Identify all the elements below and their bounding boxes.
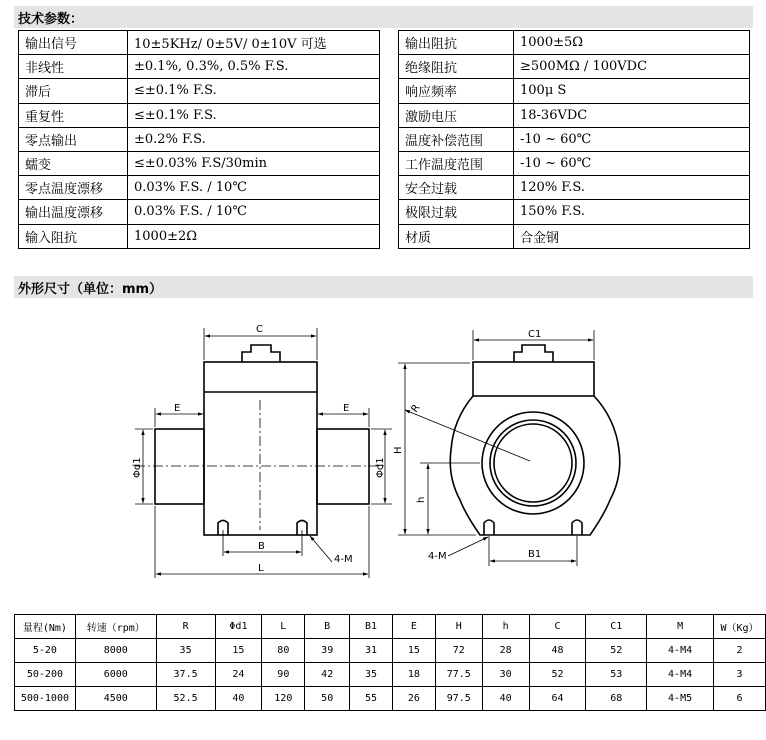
spec-name: 工作温度范围 [399,151,514,175]
spec-name: 滞后 [19,79,128,103]
dimension-cell: 500-1000 [15,687,76,711]
dimension-cell: 4-M4 [647,663,714,687]
spec-value: -10 ~ 60℃ [514,127,750,151]
spec-name: 极限过载 [399,200,514,224]
dimension-cell: 97.5 [435,687,482,711]
dimension-cell: 40 [215,687,262,711]
spec-name: 响应频率 [399,79,514,103]
spec-name: 零点温度漂移 [19,176,128,200]
spec-name: 非线性 [19,55,128,79]
dimension-cell: 55 [350,687,393,711]
spec-name: 输出信号 [19,31,128,55]
dimension-header-cell: C [529,615,586,639]
label-r: R [409,402,423,415]
dimension-cell: 6 [713,687,765,711]
dimension-cell: 35 [156,639,215,663]
spec-value: 18-36VDC [514,103,750,127]
dimension-cell: 6000 [75,663,156,687]
spec-value: 1000±2Ω [128,224,380,248]
dimension-table-header [15,615,766,639]
spec-value: -10 ~ 60℃ [514,151,750,175]
spec-name: 温度补偿范围 [399,127,514,151]
dimension-cell: 28 [482,639,529,663]
spec-name: 零点输出 [19,127,128,151]
dimension-cell: 37.5 [156,663,215,687]
dimension-header-cell: H [435,615,482,639]
dimension-cell: 50-200 [15,663,76,687]
dimension-cell: 53 [586,663,647,687]
spec-name: 安全过载 [399,176,514,200]
side-view [450,345,619,535]
spec-value: ±0.1%, 0.3%, 0.5% F.S. [128,55,380,79]
dimension-cell: 2 [713,639,765,663]
dimension-cell: 26 [392,687,435,711]
spec-value: 10±5KHz/ 0±5V/ 0±10V 可选 [128,31,380,55]
label-b1: B1 [528,549,542,560]
dimension-cell: 8000 [75,639,156,663]
label-c1: C1 [528,329,542,340]
dimension-cell: 15 [392,639,435,663]
dimension-cell: 120 [262,687,305,711]
dimension-cell: 39 [305,639,350,663]
dimension-header-cell: W（Kg） [713,615,765,639]
dimension-header-cell: h [482,615,529,639]
spec-value: ±0.2% F.S. [128,127,380,151]
dimension-cell: 52.5 [156,687,215,711]
dimension-header-cell: R [156,615,215,639]
label-b: B [258,541,265,552]
spec-name: 绝缘阻抗 [399,55,514,79]
outline-dimensions-title: 外形尺寸（单位：mm） [18,282,163,297]
spec-value: 1000±5Ω [514,31,750,55]
dimension-row [15,639,766,663]
dimension-cell: 4-M4 [647,639,714,663]
dimension-cell: 30 [482,663,529,687]
dimension-cell: 5-20 [15,639,76,663]
dimension-cell: 4500 [75,687,156,711]
label-l: L [258,563,264,574]
label-c: C [256,324,263,335]
label-h-lower: h [416,496,427,503]
label-4m-left: 4-M [334,554,353,565]
spec-value: 0.03% F.S. / 10℃ [128,176,380,200]
spec-name: 输入阻抗 [19,224,128,248]
spec-name: 激励电压 [399,103,514,127]
dimension-header-cell: Φd1 [215,615,262,639]
dimension-header-cell: 转速（rpm） [75,615,156,639]
spec-name: 重复性 [19,103,128,127]
dimension-cell: 24 [215,663,262,687]
dimension-cell: 42 [305,663,350,687]
spec-value: 合金钢 [514,224,750,248]
label-phi-d1-left: Φd1 [132,457,143,478]
dimension-cell: 15 [215,639,262,663]
label-phi-d1-right: Φd1 [375,457,386,478]
dimension-row [15,687,766,711]
dimension-header-cell: B1 [350,615,393,639]
spec-name: 材质 [399,224,514,248]
dimension-header-cell: B [305,615,350,639]
tech-params-title: 技术参数： [18,12,84,27]
spec-name: 输出温度漂移 [19,200,128,224]
dimension-cell: 35 [350,663,393,687]
spec-value: ≤±0.03% F.S/30min [128,151,380,175]
label-h-upper: H [393,446,404,454]
side-view-dims [398,330,594,566]
dimension-cell: 40 [482,687,529,711]
dimension-cell: 18 [392,663,435,687]
spec-value: 100μ S [514,79,750,103]
spec-value: 0.03% F.S. / 10℃ [128,200,380,224]
label-e-left: E [174,403,181,414]
spec-value: 120% F.S. [514,176,750,200]
dimension-header-cell: M [647,615,714,639]
spec-value: ≥500MΩ / 100VDC [514,55,750,79]
dimension-cell: 77.5 [435,663,482,687]
dimension-cell: 31 [350,639,393,663]
dimension-cell: 3 [713,663,765,687]
dimension-cell: 80 [262,639,305,663]
dimension-table [14,614,766,711]
dimension-cell: 52 [529,663,586,687]
dimension-row [15,663,766,687]
dimension-cell: 48 [529,639,586,663]
spec-name: 蠕变 [19,151,128,175]
dimension-header-cell: C1 [586,615,647,639]
spec-value: 150% F.S. [514,200,750,224]
dimension-cell: 4-M5 [647,687,714,711]
label-4m-right: 4-M [428,551,447,562]
dimension-header-cell: L [262,615,305,639]
dimension-cell: 50 [305,687,350,711]
dimension-cell: 52 [586,639,647,663]
label-e-right: E [343,403,350,414]
dimension-cell: 72 [435,639,482,663]
dimension-cell: 64 [529,687,586,711]
spec-value: ≤±0.1% F.S. [128,79,380,103]
dimension-cell: 90 [262,663,305,687]
spec-name: 输出阻抗 [399,31,514,55]
dimension-header-cell: E [392,615,435,639]
spec-value: ≤±0.1% F.S. [128,103,380,127]
front-view [155,345,369,535]
dimension-header-cell: 量程(Nm) [15,615,76,639]
dimension-cell: 68 [586,687,647,711]
